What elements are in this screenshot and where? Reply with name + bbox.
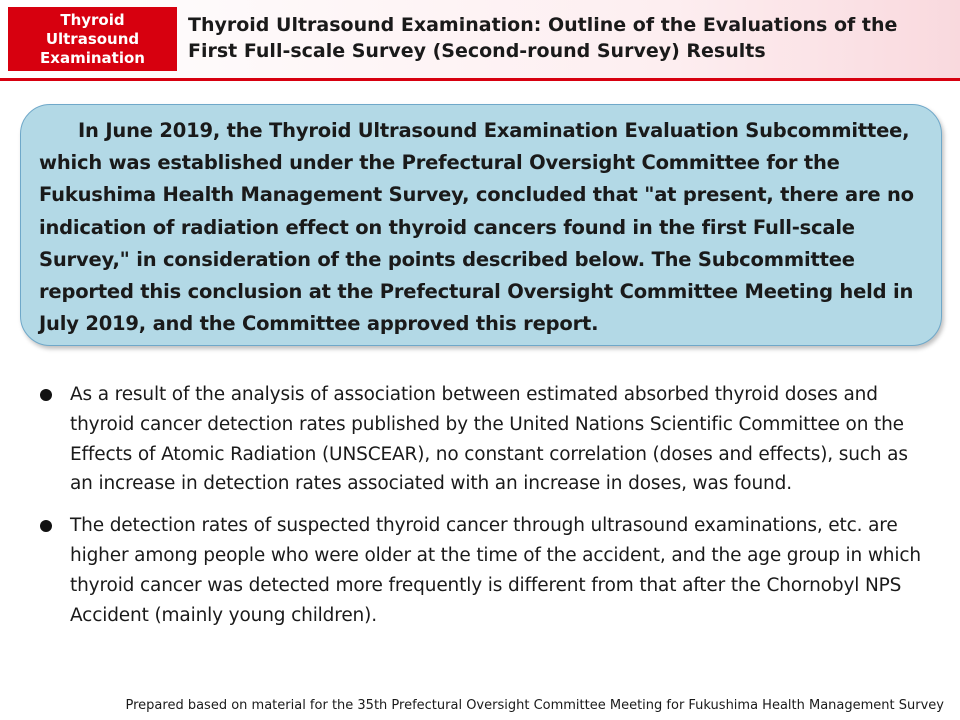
section-tag-line: Examination: [40, 48, 145, 67]
section-tag: [8, 7, 177, 71]
bullet-dot-icon: [40, 520, 52, 532]
bullet-item: [40, 380, 935, 499]
header-divider: [0, 78, 960, 81]
summary-callout: [20, 104, 942, 346]
bullet-text: As a result of the analysis of association between estimated absorbed thyroid doses and thyroid cancer detection rates published by the United Nations Scientific Committee on the Effects of Atomic Radiation (UNSCEAR), no constant correlation (doses and effects), such as an increase in detection rates associated with an increase in doses, was found.: [70, 384, 908, 495]
section-tag-line: Ultrasound: [45, 29, 140, 48]
section-tag-line: Thyroid: [60, 10, 125, 29]
bullet-item: [40, 511, 935, 630]
slide-header: [0, 0, 960, 78]
bullet-list: [40, 380, 935, 642]
bullet-text: The detection rates of suspected thyroid cancer through ultrasound examinations, etc. are higher among people who were older at the time of the accident, and the age group in which thyroid cancer was detected more frequently is different from that after the Chornobyl NPS Accident (mainly young children).: [70, 515, 921, 626]
slide-title: Thyroid Ultrasound Examination: Outline of the Evaluations of the First Full-scale Survey (Second-round Survey) Results: [188, 14, 898, 62]
summary-text: In June 2019, the Thyroid Ultrasound Examination Evaluation Subcommittee, which was established under the Prefectural Oversight Committee for the Fukushima Health Management Survey, concluded that "at present, there are no indication of radiation effect on thyroid cancers found in the first Full-scale Survey," in consideration of the points described below. The Subcommittee reported this conclusion at the Prefectural Oversight Committee Meeting held in July 2019, and the Committee approved this report.: [39, 119, 914, 336]
source-note: Prepared based on material for the 35th Prefectural Oversight Committee Meeting for Fukushima Health Management Survey: [125, 698, 944, 713]
bullet-dot-icon: [40, 389, 52, 401]
